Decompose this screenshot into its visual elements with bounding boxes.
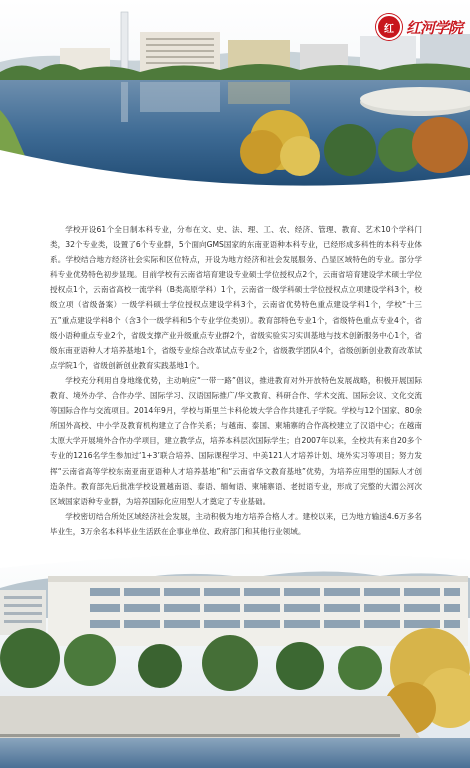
paragraph-programs: 学校开设61个全日制本科专业，分布在文、史、法、理、工、农、经济、管理、教育、艺术10个学科门类，32个专业类，设置了6个专业群，5个面向GMS国家的东南亚语种本科专业，已经形成多科性的本科专业体系。学校结合地方经济社会实际和区位特点，开设为地方经济和社会发展服务、凸显区域特色的专业。部分学科专业优势特色初步显现。目前学校有云南省培育建设专业硕士学位授权点2个，云南省培育建设学术硕士学位授权点1个，云南省高校一流学科（B类高原学科）1个，云南省一级学科硕士学位授权点立项建设学科3个，校级立项（省级备案）一级学科硕士学位授权点建设学科3个，云南省优势特色重点建设学科1个，学校“十三五”重点建设学科8个（含3个一级学科和5个专业学位类别）。教育部特色专业1个，省级特色重点专业4个，省级小语种重点专业2个，省级支撑产业升级重点专业群2个，省级实验实习实训基地与技术创新服务中心1个，省级东南亚语种人才培养基地1个，省级专业综合改革试点专业2个，省级教学团队4个，省级创新创业教育改革试点学院1个，省级创新创业教育实践基地1个。 — [50, 225, 422, 370]
university-logo — [376, 14, 462, 40]
university-seal-icon: 红 — [376, 14, 402, 40]
introduction-text — [50, 222, 422, 539]
university-name-calligraphy: 红河学院 — [405, 18, 462, 37]
paragraph-graduates: 学校密切结合所处区域经济社会发展，主动积极为地方培养合格人才。建校以来，已为地方输送4.6万多名毕业生，3万余名本科毕业生活跃在企事业单位、政府部门和其他行业领域。 — [50, 511, 422, 536]
paragraph-international: 学校充分利用自身地缘优势，主动响应“一带一路”倡议，推进教育对外开放特色发展战略，积极开展国际教育、境外办学、合作办学、国际学习、汉语国际推广/华文教育、科研合作、学术交流、国际会议、文化交流等国际合作与交流项目。2014年9月，学校与斯里兰卡科伦坡大学合作共建孔子学院。学校与12个国家、80余所国外高校、中小学及教育机构建立了合作关系；与越南、泰国、柬埔寨的合作高校建立了汉语中心；在越南太原大学开展境外合作办学项目，建立教学点，培养本科层次国际学生；自2007年以来，全校共有来自20多个专业的1216名学生参加过‘1+3’联合培养、国际课程学习、中美121人才培养计划、境外实习等项目；努力发挥“云南省高等学校东南亚南亚语种人才培养基地”和“云南省华文教育基地”优势，为培养应用型的国际人才创造条件。教育部先后批准学校设置越南语、泰语、缅甸语、柬埔寨语、老挝语专业，形成了完整的大湄公河次区域国家语种专业群，为培养国际化应用型人才奠定了专业基础。 — [50, 375, 422, 506]
campus-building-photo — [0, 548, 470, 768]
